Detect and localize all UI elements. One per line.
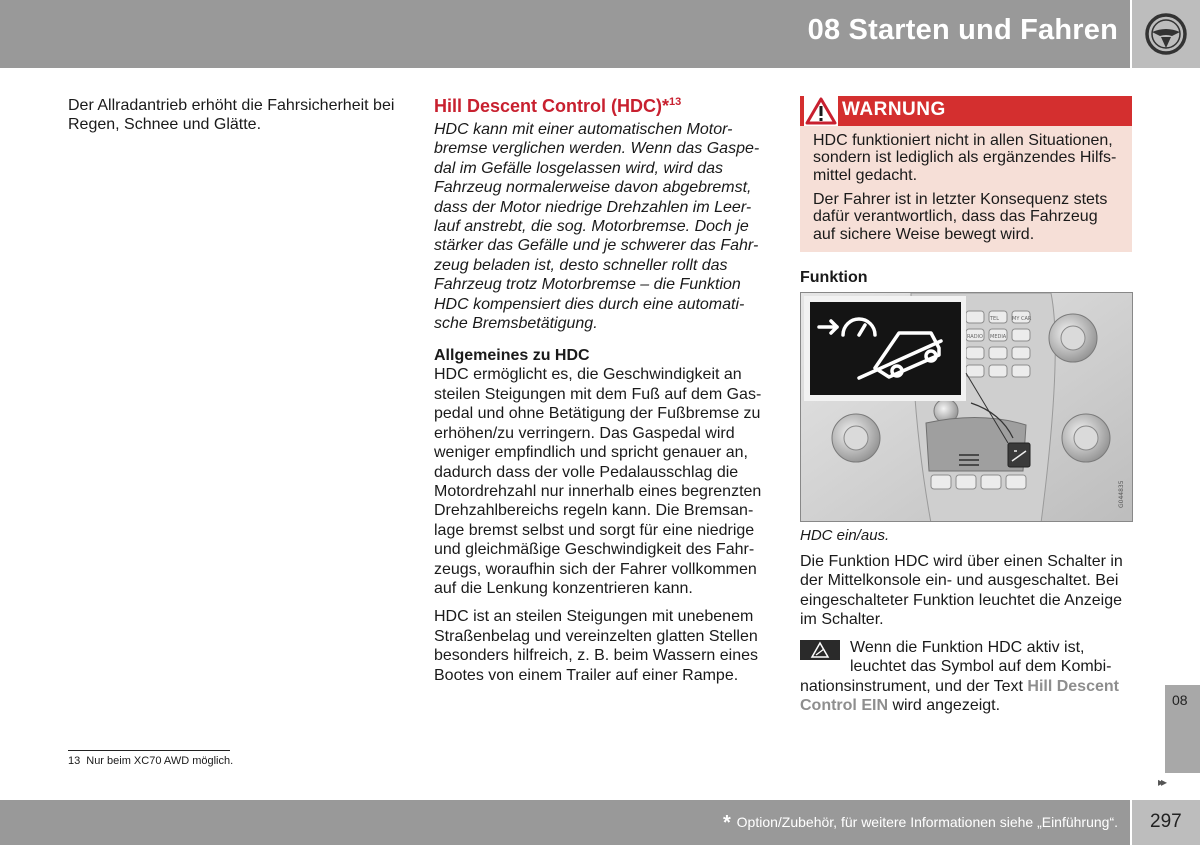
general-paragraph — [434, 365, 774, 598]
text-line: zeug beladen ist, desto schneller rollt das — [434, 256, 728, 274]
warning-triangle-icon — [804, 96, 838, 126]
text-line: Bootes von einem Trailer auf einer Rampe. — [434, 666, 739, 684]
indicator-text — [850, 638, 1140, 677]
warning-paragraph — [813, 191, 1123, 243]
steep-slopes-paragraph — [434, 607, 774, 685]
text-line: HDC ermöglicht es, die Geschwindigkeit an — [434, 366, 742, 384]
text-line: Drehzahlbereichs regeln kann. Die Bremsan- — [434, 502, 754, 520]
text-line: leuchtet das Symbol auf dem Kombi- — [850, 658, 1112, 676]
continue-arrows-icon: ▸▸ — [1158, 775, 1165, 789]
hdc-warning-icon — [800, 640, 840, 660]
text-line: Der Allradantrieb erhöht die Fahrsicherheit bei — [68, 97, 395, 114]
warning-paragraph — [813, 132, 1123, 184]
text-line: steilen Steigungen mit dem Fuß auf dem Gas- — [434, 385, 762, 403]
text-line: dafür verantwortlich, dass das Fahrzeug — [813, 208, 1098, 226]
photo-button-label: MEDIA — [990, 334, 1007, 340]
text-line: Fahrzeug trotz Motorbremse – die Funktion — [434, 276, 741, 294]
warning-header — [800, 96, 1132, 126]
footnote-text: Nur beim XC70 AWD möglich. — [86, 755, 234, 767]
text-line: dadurch dass der volle Pedalausschlag die — [434, 463, 739, 481]
footnote-ref: 13 — [669, 96, 682, 108]
text-line: Der Fahrer ist in letzter Konsequenz stets — [813, 191, 1108, 208]
warning-title: WARNUNG — [842, 99, 946, 120]
text-line: auf die Lenkung konzentrieren kann. — [434, 579, 693, 597]
text-line: Die Funktion HDC wird über einen Schalter in — [800, 553, 1123, 570]
text-line: dass der Motor niedrige Drehzahlen im Leer- — [434, 198, 752, 216]
subheading: Allgemeines zu HDC — [434, 347, 590, 365]
text-line: HDC ist an steilen Steigungen mit unebenem — [434, 608, 754, 626]
text-line: lauf anstrebt, die sog. Motorbremse. Doch je — [434, 218, 749, 236]
display-text-highlight: Hill Descent — [1027, 678, 1119, 695]
photo-button-label: RADIO — [967, 334, 983, 340]
hdc-indicator-symbol — [800, 640, 840, 660]
text-line: sche Bremsbetätigung. — [434, 315, 598, 333]
text-run: wird angezeigt. — [888, 697, 1001, 715]
warning-body — [800, 126, 1132, 252]
photo-code: G044835 — [1118, 480, 1125, 508]
page-number: 297 — [1150, 811, 1182, 832]
option-star: * — [722, 812, 731, 834]
heading-text: Hill Descent Control (HDC)* — [434, 96, 670, 116]
text-line: eingeschalteter Funktion leuchtet die Anzeige — [800, 591, 1122, 609]
footer-note — [723, 812, 1118, 835]
text-line: HDC kompensiert dies durch eine automati- — [434, 295, 745, 313]
photo-button-label: MY CAR — [1012, 316, 1032, 322]
chapter-tab-label: 08 — [1172, 692, 1188, 708]
steering-wheel-icon — [1142, 10, 1190, 58]
text-line: sondern ist lediglich als ergänzendes Hilfs- — [813, 149, 1117, 167]
footnote-number: 13 — [68, 755, 81, 767]
text-line: Motordrehzahl nur innerhalb eines begrenzten — [434, 482, 762, 500]
hdc-section — [434, 96, 774, 685]
text-line: im Schalter. — [800, 611, 884, 629]
footer-note-text: Option/Zubehör, für weitere Informationen siehe „Einführung“. — [736, 814, 1118, 830]
text-line: Fahrzeug normalerweise davon abgebremst, — [434, 179, 752, 197]
text-line: Straßenbelag und vereinzelten glatten Stellen — [434, 627, 758, 645]
chapter-tab[interactable] — [1165, 685, 1200, 773]
text-run: nationsinstrument, und der Text — [800, 678, 1028, 695]
intro-paragraph — [68, 96, 408, 135]
text-line: HDC kann mit einer automatischen Motor- — [434, 121, 733, 138]
header-icon-box — [1132, 0, 1200, 68]
text-line: mittel gedacht. — [813, 166, 918, 184]
display-text-highlight: Control EIN — [800, 697, 888, 715]
text-line: weniger empfindlich und spricht genauer an, — [434, 444, 748, 462]
text-line: erhöhen/zu verringern. Das Gaspedal wird — [434, 424, 735, 442]
photo-caption: HDC ein/aus. — [800, 527, 890, 544]
text-line: Regen, Schnee und Glätte. — [68, 116, 262, 134]
page-title: 08 Starten und Fahren — [807, 14, 1118, 46]
footnote — [68, 755, 233, 767]
function-heading: Funktion — [800, 269, 868, 286]
text-line: HDC funktioniert nicht in allen Situationen, — [813, 132, 1113, 149]
footnote-divider — [68, 750, 230, 751]
text-line: dal im Gefälle losgelassen wird, wird das — [434, 159, 724, 177]
text-line: stärker das Gefälle und je schwerer das Fahr- — [434, 237, 759, 255]
text-line: bremse verglichen werden. Wenn das Gaspe- — [434, 140, 760, 158]
text-line: besonders hilfreich, z. B. beim Wassern eines — [434, 647, 758, 665]
indicator-text-cont — [800, 677, 1132, 716]
section-heading — [434, 96, 774, 117]
text-line: zeugs, woraufhin sich der Fahrer vollkommen — [434, 560, 757, 578]
function-paragraph — [800, 552, 1132, 630]
text-line: und gleichmäßige Geschwindigkeit des Fahr- — [434, 541, 755, 559]
text-line: der Mittelkonsole ein- und ausgeschaltet. Bei — [800, 572, 1119, 590]
photo-button-label: TEL — [990, 316, 999, 322]
hdc-intro — [434, 120, 774, 333]
text-line: pedal und ohne Betätigung der Fußbremse zu — [434, 405, 761, 423]
text-line: auf sichere Weise bewegt wird. — [813, 225, 1035, 243]
text-line: Wenn die Funktion HDC aktiv ist, — [850, 639, 1085, 656]
text-line: lage bremst selbst und sorgt für eine niedrige — [434, 521, 755, 539]
console-photo — [800, 292, 1133, 522]
